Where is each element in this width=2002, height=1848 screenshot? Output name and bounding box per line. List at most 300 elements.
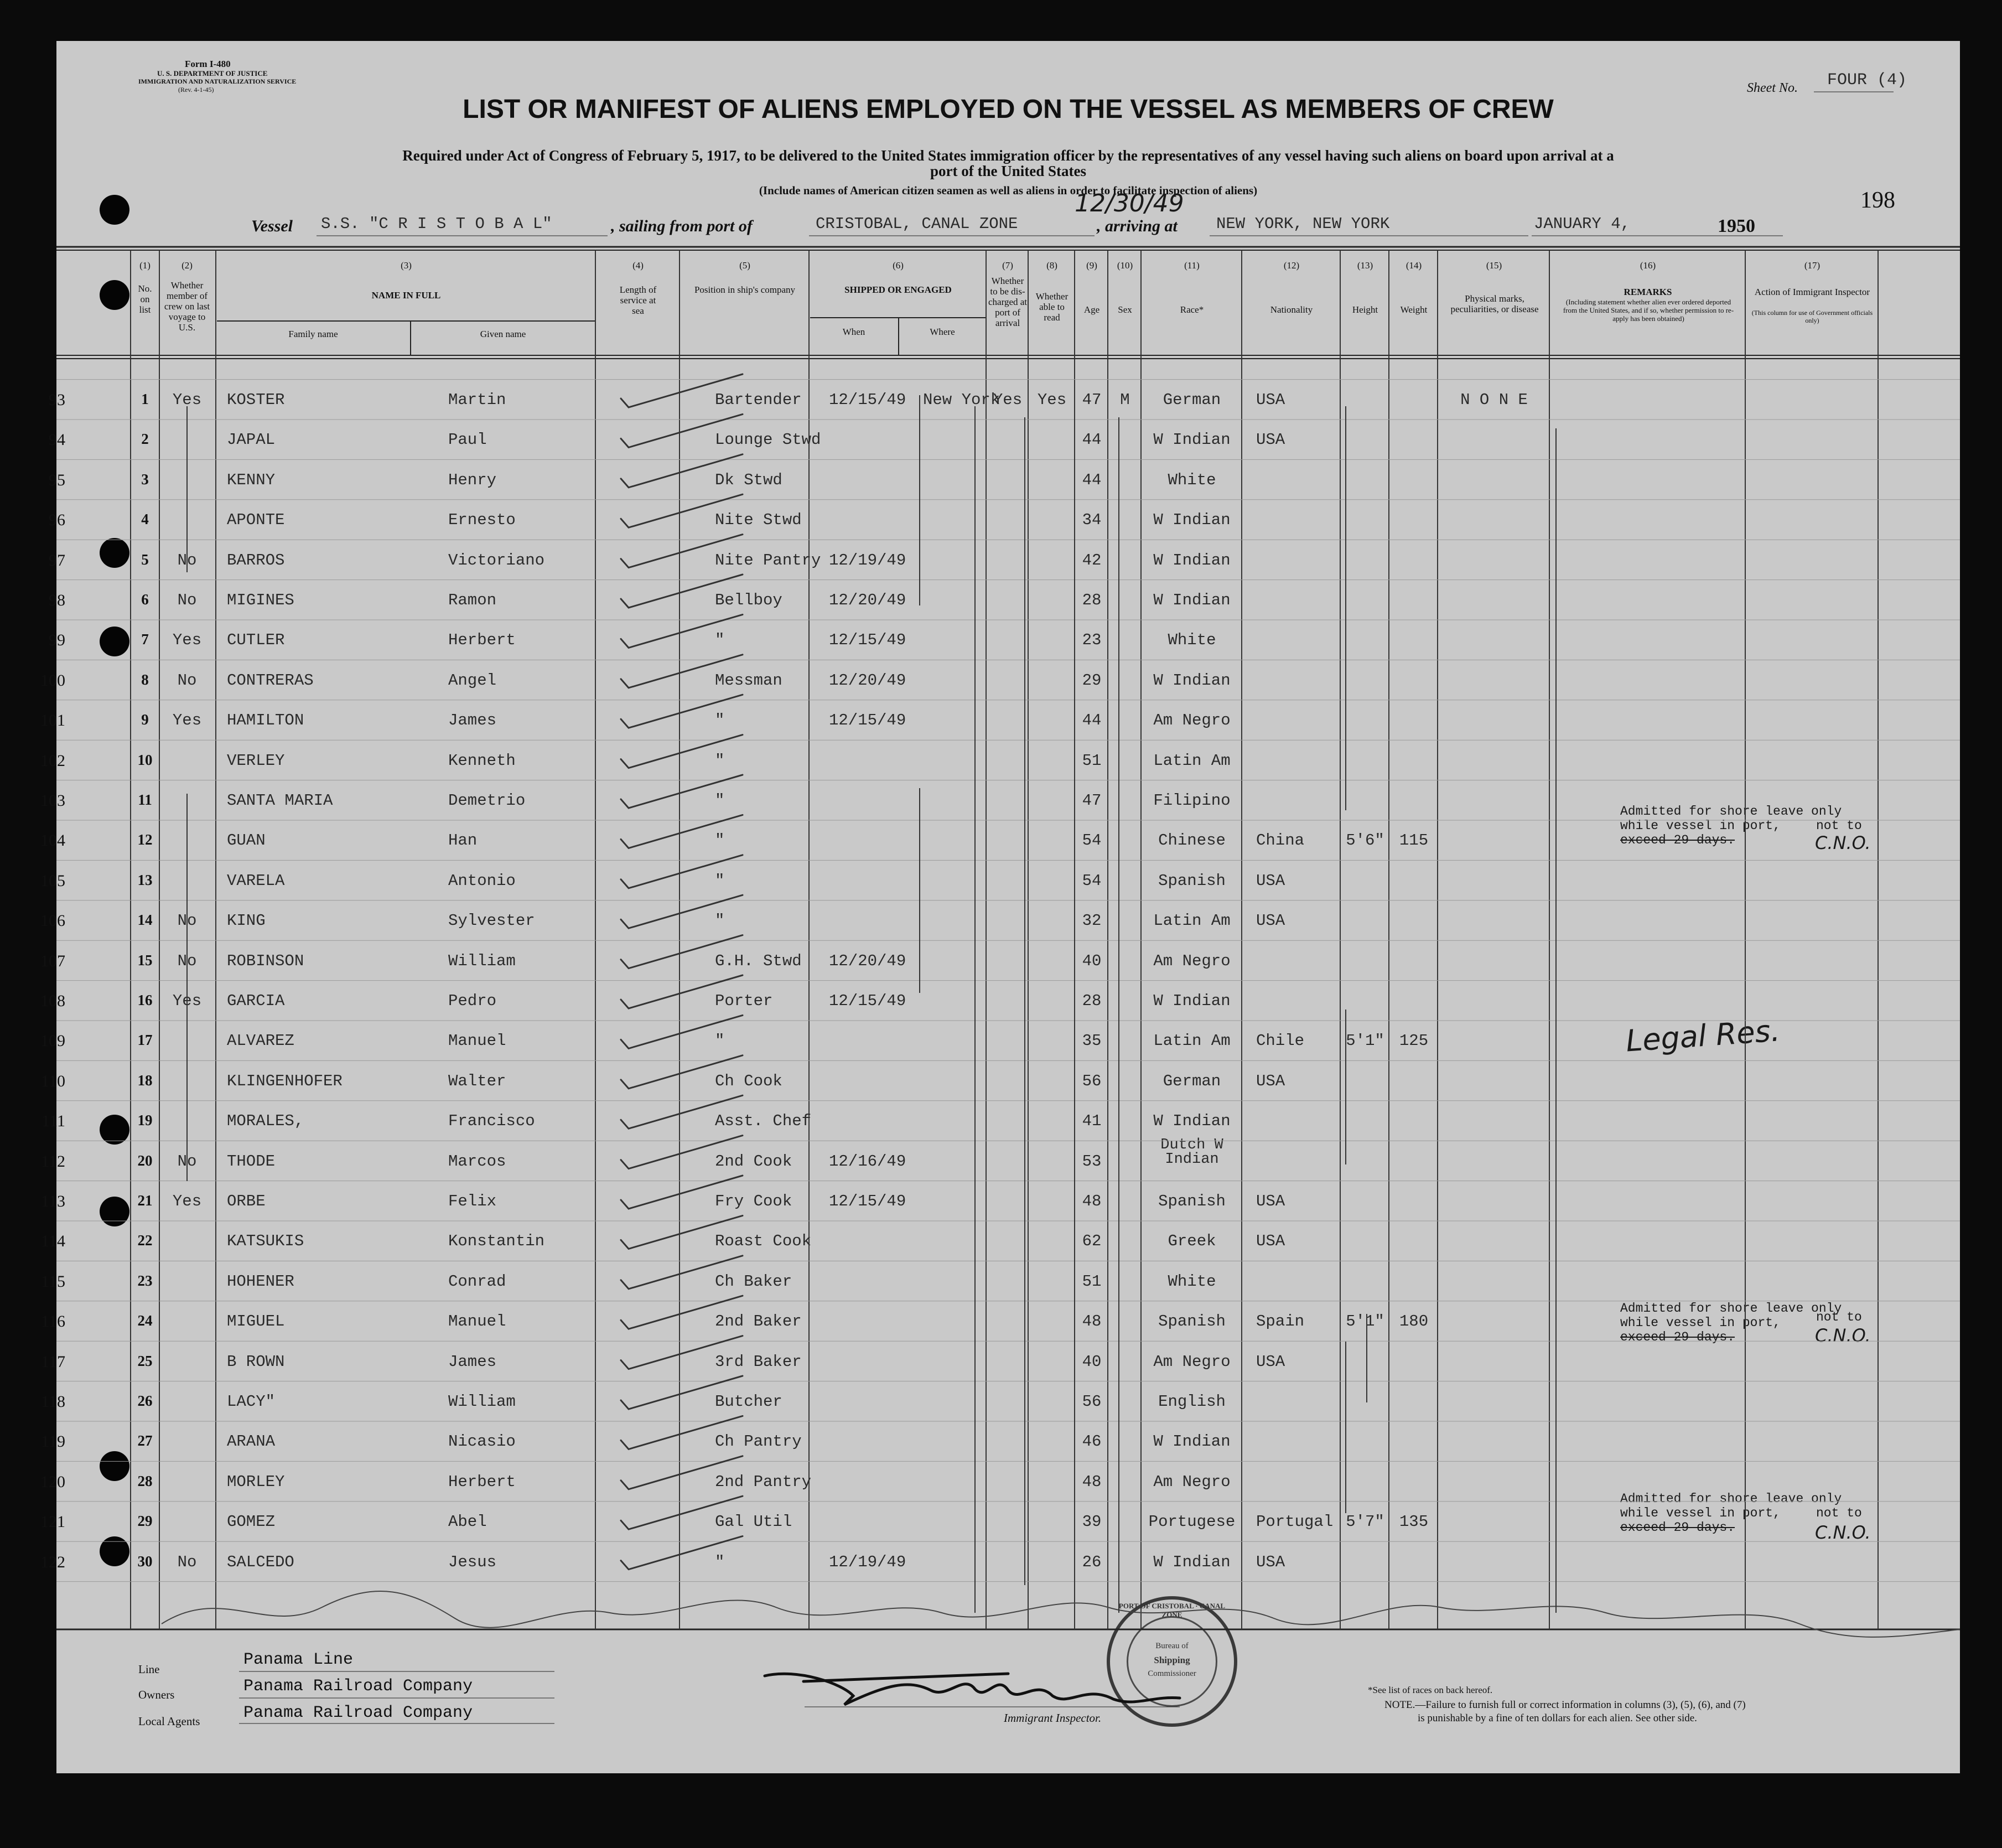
col-num: (3) — [401, 260, 412, 271]
header-height: Height — [1352, 304, 1378, 315]
cell-position: " — [715, 631, 725, 650]
cell-idx: 112 — [41, 1152, 65, 1171]
cell-given: Manuel — [448, 1032, 506, 1050]
page-subtitle: Required under Act of Congress of February 5, 1917, to be delivered to the United States immigration officer by the representatives of any vessel having such aliens on board upon arrival at a — [402, 147, 1614, 164]
remark-action: not to — [1816, 1506, 1862, 1520]
cell-age: 51 — [1082, 751, 1102, 770]
remark-action: not to — [1816, 1310, 1862, 1324]
cell-family: HOHENER — [227, 1272, 294, 1291]
cell-idx: 95 — [49, 470, 65, 489]
cell-family: KATSUKIS — [227, 1232, 304, 1251]
cell-race: Latin Am — [1153, 751, 1231, 770]
cell-no: 19 — [137, 1112, 153, 1129]
cell-position: " — [715, 791, 725, 810]
cell-weight: 115 — [1399, 831, 1429, 850]
cell-no: 20 — [137, 1152, 153, 1169]
cell-given: Nicasio — [448, 1432, 516, 1451]
cell-idx: 96 — [49, 511, 65, 530]
header-able-read: Whether able to read — [1035, 291, 1069, 323]
cell-height: 5'7" — [1346, 1513, 1384, 1531]
cell-no: 13 — [137, 871, 153, 888]
cell-given: William — [448, 951, 516, 970]
cell-race: W Indian — [1153, 1112, 1231, 1131]
remark-line: while vessel in port, — [1620, 1316, 1781, 1330]
cell-position: " — [715, 871, 725, 890]
cell-when: 12/19/49 — [829, 551, 906, 570]
cell-race: German — [1163, 391, 1221, 409]
cell-position: " — [715, 912, 725, 930]
cell-position: Roast Cook — [715, 1232, 812, 1251]
col-num: (13) — [1357, 260, 1373, 271]
cell-prev: No — [177, 951, 197, 970]
punch-hole — [100, 1197, 129, 1226]
cell-family: MIGUEL — [227, 1312, 285, 1331]
cell-given: Walter — [448, 1071, 506, 1090]
cell-family: KING — [227, 912, 266, 930]
cell-idx: 115 — [41, 1272, 65, 1291]
header-whether-member: Whether member of crew on last voyage to U.S. — [164, 280, 210, 333]
remark-line: Admitted for shore leave only — [1620, 1301, 1842, 1316]
form-number: Form I-480 — [185, 59, 231, 69]
fine-note-2: is punishable by a fine of ten dollars for each alien. See other side. — [1418, 1712, 1697, 1724]
cell-idx: 117 — [41, 1352, 65, 1371]
arriving-label: , arriving at — [1097, 217, 1178, 235]
from-port: CRISTOBAL, CANAL ZONE — [816, 215, 1018, 233]
cell-no: 9 — [141, 711, 149, 728]
cell-race: Portugese — [1148, 1513, 1236, 1531]
cell-no: 6 — [141, 591, 149, 608]
cell-when: 12/15/49 — [829, 391, 906, 409]
races-note: *See list of races on back hereof. — [1368, 1685, 1493, 1695]
cell-age: 48 — [1082, 1192, 1102, 1210]
cell-age: 32 — [1082, 912, 1102, 930]
header-action-sub: (This column for use of Government officials only) — [1751, 309, 1873, 324]
cell-family: GARCIA — [227, 992, 285, 1010]
form-dept: U. S. DEPARTMENT OF JUSTICE — [157, 69, 268, 77]
cell-idx: 122 — [40, 1552, 65, 1571]
cell-age: 26 — [1082, 1552, 1102, 1571]
cell-no: 14 — [137, 912, 153, 929]
cell-family: JAPAL — [227, 431, 276, 449]
cell-age: 29 — [1082, 671, 1102, 690]
cell-no: 4 — [141, 511, 149, 528]
cell-position: Porter — [715, 992, 773, 1010]
cell-given: Herbert — [448, 1472, 516, 1491]
cell-position: Dk Stwd — [715, 470, 782, 489]
cell-no: 18 — [137, 1071, 153, 1089]
cell-given: Manuel — [448, 1312, 506, 1331]
page-subtitle-2: port of the United States — [930, 163, 1086, 179]
cell-no: 15 — [137, 951, 153, 969]
header-where: Where — [930, 327, 955, 337]
header-name-in-full: NAME IN FULL — [371, 290, 441, 301]
cell-family: KENNY — [227, 470, 276, 489]
cell-race: English — [1158, 1393, 1226, 1411]
cell-no: 2 — [141, 431, 149, 448]
header-age: Age — [1083, 304, 1100, 315]
cell-idx: 102 — [40, 751, 65, 770]
cell-family: ORBE — [227, 1192, 266, 1210]
cell-nat: USA — [1256, 871, 1285, 890]
cell-age: 23 — [1082, 631, 1102, 650]
sheet-number: FOUR (4) — [1827, 71, 1907, 90]
cell-race: W Indian — [1153, 431, 1231, 449]
cell-no: 3 — [141, 470, 149, 488]
cell-no: 21 — [137, 1192, 153, 1209]
agents-value: Panama Railroad Company — [243, 1704, 473, 1722]
col-num: (7) — [1002, 260, 1013, 271]
col-num: (16) — [1640, 260, 1656, 271]
cell-position: 2nd Pantry — [715, 1472, 812, 1491]
cell-position: Nite Stwd — [715, 511, 802, 530]
cell-race: Spanish — [1158, 1312, 1226, 1331]
cell-race: Am Negro — [1153, 1472, 1231, 1491]
cell-no: 10 — [137, 751, 153, 768]
cell-given: Han — [448, 831, 478, 850]
cell-idx: 113 — [41, 1192, 65, 1210]
cell-position: Butcher — [715, 1393, 782, 1411]
cell-idx: 121 — [40, 1513, 65, 1531]
cell-given: James — [448, 1352, 497, 1371]
cell-prev: No — [177, 1552, 197, 1571]
cell-position: " — [715, 1032, 725, 1050]
cell-family: ROBINSON — [227, 951, 304, 970]
cell-nat: Spain — [1256, 1312, 1305, 1331]
cell-given: William — [448, 1393, 516, 1411]
cell-idx: 116 — [41, 1312, 65, 1331]
cell-age: 62 — [1082, 1232, 1102, 1251]
cell-no: 30 — [137, 1552, 153, 1570]
cell-position: 3rd Baker — [715, 1352, 802, 1371]
cell-height: 5'1" — [1346, 1312, 1384, 1331]
cell-position: Bartender — [715, 391, 802, 409]
cell-age: 54 — [1082, 831, 1102, 850]
cell-age: 40 — [1082, 1352, 1102, 1371]
cell-family: VARELA — [227, 871, 285, 890]
cell-age: 46 — [1082, 1432, 1102, 1451]
cell-prev: Yes — [172, 992, 202, 1010]
cell-nat: Chile — [1256, 1032, 1305, 1050]
col-num: (1) — [139, 260, 151, 271]
col-num: (2) — [181, 260, 193, 271]
cell-race: White — [1168, 470, 1216, 489]
cell-nat: China — [1256, 831, 1305, 850]
stamp-inner: Shipping — [1154, 1655, 1190, 1665]
cell-position: " — [715, 1552, 725, 1571]
page-title: LIST OR MANIFEST OF ALIENS EMPLOYED ON THE VESSEL AS MEMBERS OF CREW — [463, 95, 1554, 124]
port-stamp — [1107, 1596, 1237, 1727]
header-given-name: Given name — [480, 329, 526, 339]
vessel-name: S.S. "C R I S T O B A L" — [321, 215, 552, 233]
header-when: When — [842, 327, 865, 337]
cell-no: 11 — [138, 791, 152, 808]
cell-idx: 101 — [40, 711, 65, 730]
cell-age: 44 — [1082, 711, 1102, 730]
cell-family: SANTA MARIA — [227, 791, 333, 810]
header-length-service: Length of service at sea — [619, 284, 657, 316]
cell-sex: M — [1120, 391, 1130, 409]
remark-line: exceed 29 days. — [1620, 833, 1735, 847]
cell-age: 41 — [1082, 1112, 1102, 1131]
header-discharged: Whether to be dis-charged at port of arrival — [988, 276, 1028, 328]
cell-when: 12/15/49 — [829, 631, 906, 650]
stamp-ring-text: PORT OF CRISTOBAL · CANAL ZONE — [1118, 1602, 1226, 1619]
remark-line: exceed 29 days. — [1620, 1520, 1735, 1535]
cell-position: Gal Util — [715, 1513, 792, 1531]
cell-given: Konstantin — [448, 1232, 545, 1251]
cell-family: MIGINES — [227, 591, 294, 609]
cell-race: Am Negro — [1153, 1352, 1231, 1371]
form-service: IMMIGRATION AND NATURALIZATION SERVICE — [138, 77, 297, 85]
cell-idx: 114 — [41, 1232, 65, 1251]
cell-where: New York — [923, 391, 1000, 409]
header-shipped: SHIPPED OR ENGAGED — [844, 284, 952, 295]
cell-family: LACY" — [227, 1393, 276, 1411]
header-remarks-sub: (Including statement whether alien ever ordered deported from the United States, and if so, whether permission to re-apply has been obtained) — [1563, 298, 1734, 323]
cell-given: Sylvester — [448, 912, 535, 930]
cell-height: 5'6" — [1346, 831, 1384, 850]
cell-race: Chinese — [1158, 831, 1226, 850]
vessel-label: Vessel — [251, 217, 293, 235]
cell-position: G.H. Stwd — [715, 951, 802, 970]
cell-age: 47 — [1082, 791, 1102, 810]
cell-position: " — [715, 751, 725, 770]
cell-idx: 118 — [41, 1393, 65, 1411]
cell-age: 28 — [1082, 992, 1102, 1010]
cell-idx: 110 — [41, 1071, 65, 1090]
cell-given: Victoriano — [448, 551, 545, 570]
cell-family: GOMEZ — [227, 1513, 276, 1531]
remark-action: not to — [1816, 819, 1862, 833]
cell-no: 5 — [141, 551, 149, 568]
cell-given: Martin — [448, 391, 506, 409]
cell-given: Kenneth — [448, 751, 516, 770]
stamp-inner: Bureau of — [1155, 1642, 1189, 1650]
stamp-inner: Commissioner — [1148, 1669, 1196, 1678]
col-num: (8) — [1046, 260, 1057, 271]
manifest-page — [40, 41, 1960, 1773]
header-action: Action of Immigrant Inspector — [1754, 287, 1870, 297]
cell-family: CONTRERAS — [227, 671, 314, 690]
sheet-label: Sheet No. — [1747, 81, 1798, 95]
cell-family: B ROWN — [227, 1352, 285, 1371]
line-label: Line — [138, 1663, 160, 1676]
owners-value: Panama Railroad Company — [243, 1677, 473, 1696]
cell-family: ALVAREZ — [227, 1032, 294, 1050]
cell-no: 22 — [137, 1232, 153, 1249]
cell-nat: USA — [1256, 1192, 1285, 1210]
line-value: Panama Line — [243, 1650, 354, 1669]
cell-prev: No — [177, 1152, 197, 1171]
cell-given: Marcos — [448, 1152, 506, 1171]
cell-position: Ch Baker — [715, 1272, 792, 1291]
punch-hole — [100, 1451, 129, 1481]
sailing-label: , sailing from port of — [611, 217, 753, 235]
cell-race: White — [1168, 631, 1216, 650]
cell-height: 5'1" — [1346, 1032, 1384, 1050]
punch-hole — [100, 627, 129, 656]
cell-idx: 93 — [49, 391, 65, 409]
cell-race: W Indian — [1153, 1432, 1231, 1451]
cell-idx: 120 — [40, 1472, 65, 1491]
owners-label: Owners — [138, 1688, 175, 1701]
cell-prev: Yes — [172, 711, 202, 730]
cell-no: 24 — [137, 1312, 153, 1329]
cell-age: 53 — [1082, 1152, 1102, 1171]
cell-no: 23 — [137, 1272, 153, 1289]
cell-given: Pedro — [448, 992, 497, 1010]
cell-race: Am Negro — [1153, 951, 1231, 970]
page-number: 198 — [1860, 188, 1895, 213]
cell-position: Fry Cook — [715, 1192, 792, 1210]
cell-family: THODE — [227, 1152, 276, 1171]
cell-given: Felix — [448, 1192, 497, 1210]
cell-position: " — [715, 831, 725, 850]
cell-when: 12/19/49 — [829, 1552, 906, 1571]
cell-race: W Indian — [1153, 551, 1231, 570]
cell-prev: No — [177, 671, 197, 690]
cell-idx: 97 — [49, 551, 65, 570]
cell-prev: No — [177, 591, 197, 609]
punch-hole — [100, 538, 129, 568]
cell-idx: 104 — [40, 831, 65, 850]
cell-position: Ch Pantry — [715, 1432, 802, 1451]
cell-race: W Indian — [1153, 671, 1231, 690]
cell-when: 12/15/49 — [829, 992, 906, 1010]
cell-race: Filipino — [1153, 791, 1231, 810]
cell-age: 40 — [1082, 951, 1102, 970]
cell-age: 56 — [1082, 1393, 1102, 1411]
arrival-date: JANUARY 4, — [1534, 215, 1631, 233]
cell-when: 12/20/49 — [829, 951, 906, 970]
cell-idx: 105 — [40, 871, 65, 890]
cell-nat: USA — [1256, 1352, 1285, 1371]
to-port: NEW YORK, NEW YORK — [1216, 215, 1390, 233]
cell-age: 39 — [1082, 1513, 1102, 1531]
cell-family: HAMILTON — [227, 711, 304, 730]
cell-given: Demetrio — [448, 791, 526, 810]
cell-no: 28 — [137, 1472, 153, 1489]
fine-note: NOTE.—Failure to furnish full or correct information in columns (3), (5), (6), and (7) — [1384, 1699, 1746, 1711]
cell-when: 12/20/49 — [829, 591, 906, 609]
cell-family: MORLEY — [227, 1472, 285, 1491]
cell-position: Ch Cook — [715, 1071, 782, 1090]
cell-idx: 119 — [41, 1432, 65, 1451]
form-rev: (Rev. 4-1-45) — [178, 86, 214, 94]
col-num: (12) — [1283, 260, 1300, 271]
cell-nat: Portugal — [1256, 1513, 1334, 1531]
cell-no: 12 — [137, 831, 153, 848]
cell-race: W Indian — [1153, 591, 1231, 609]
cell-when: 12/20/49 — [829, 671, 906, 690]
cell-family: APONTE — [227, 511, 285, 530]
cell-race: German — [1163, 1071, 1221, 1090]
cell-position: 2nd Baker — [715, 1312, 802, 1331]
cell-phys: N O N E — [1460, 391, 1528, 409]
cell-race: Am Negro — [1153, 711, 1231, 730]
cell-no: 27 — [137, 1432, 153, 1450]
cell-idx: 98 — [49, 591, 65, 609]
remark-line: Admitted for shore leave only — [1620, 804, 1842, 819]
remark-cno: C.N.O. — [1815, 1522, 1871, 1543]
cell-family: KOSTER — [227, 391, 285, 409]
cell-age: 54 — [1082, 871, 1102, 890]
header-sex: Sex — [1118, 304, 1132, 315]
cell-no: 8 — [141, 671, 149, 688]
cell-no: 29 — [137, 1513, 153, 1530]
cell-weight: 125 — [1399, 1032, 1429, 1050]
cell-nat: USA — [1256, 1232, 1285, 1251]
cell-given: Conrad — [448, 1272, 506, 1291]
col-num: (10) — [1117, 260, 1133, 271]
cell-race: White — [1168, 1272, 1216, 1291]
cell-nat: USA — [1256, 912, 1285, 930]
cell-family: KLINGENHOFER — [227, 1071, 343, 1090]
cell-no: 26 — [137, 1393, 153, 1409]
cell-prev: Yes — [172, 1192, 202, 1210]
cell-prev: Yes — [172, 391, 202, 409]
cell-prev: Yes — [172, 631, 202, 650]
punch-hole — [100, 1536, 129, 1566]
cell-no: 1 — [141, 391, 149, 407]
cell-given: Herbert — [448, 631, 516, 650]
cell-given: Paul — [448, 431, 487, 449]
cell-race: Spanish — [1158, 1192, 1226, 1210]
punch-hole — [100, 195, 129, 225]
col-num: (4) — [632, 260, 644, 271]
page-subtitle-3: (Include names of American citizen seamen as well as aliens in order to facilitate inspection of aliens) — [759, 184, 1258, 197]
cell-age: 47 — [1082, 391, 1102, 409]
header-position: Position in ship's company — [694, 284, 796, 295]
cell-position: Asst. Chef — [715, 1112, 812, 1131]
cell-age: 34 — [1082, 511, 1102, 530]
cell-position: Messman — [715, 671, 782, 690]
col-num: (9) — [1086, 260, 1097, 271]
cell-age: 28 — [1082, 591, 1102, 609]
sail-date: 12/30/49 — [1075, 189, 1184, 218]
cell-given: Ernesto — [448, 511, 516, 530]
cell-position: Lounge Stwd — [715, 431, 821, 449]
cell-when: 12/15/49 — [829, 1192, 906, 1210]
remark-line: while vessel in port, — [1620, 1506, 1781, 1520]
cell-given: Antonio — [448, 871, 516, 890]
agents-label: Local Agents — [138, 1715, 200, 1728]
cell-age: 48 — [1082, 1312, 1102, 1331]
cell-race: Greek — [1168, 1232, 1216, 1251]
cell-position: Bellboy — [715, 591, 782, 609]
cell-race: Spanish — [1158, 871, 1226, 890]
arrival-year: 1950 — [1718, 216, 1755, 236]
remark-line: while vessel in port, — [1620, 819, 1781, 833]
cell-race: Latin Am — [1153, 912, 1231, 930]
cell-given: Francisco — [448, 1112, 535, 1131]
punch-hole — [100, 280, 129, 310]
cell-weight: 180 — [1399, 1312, 1429, 1331]
cell-position: Nite Pantry — [715, 551, 821, 570]
cell-race: Dutch W Indian — [1160, 1136, 1223, 1168]
cell-given: Abel — [448, 1513, 487, 1531]
legal-res-note: Legal Res. — [1625, 1013, 1781, 1059]
cell-race: W Indian — [1153, 992, 1231, 1010]
cell-age: 56 — [1082, 1071, 1102, 1090]
cell-read: Yes — [1037, 391, 1067, 409]
cell-family: ARANA — [227, 1432, 276, 1451]
cell-prev: No — [177, 912, 197, 930]
cell-family: BARROS — [227, 551, 285, 570]
cell-idx: 103 — [40, 791, 65, 810]
col-num: (6) — [893, 260, 904, 271]
cell-race: W Indian — [1153, 511, 1231, 530]
